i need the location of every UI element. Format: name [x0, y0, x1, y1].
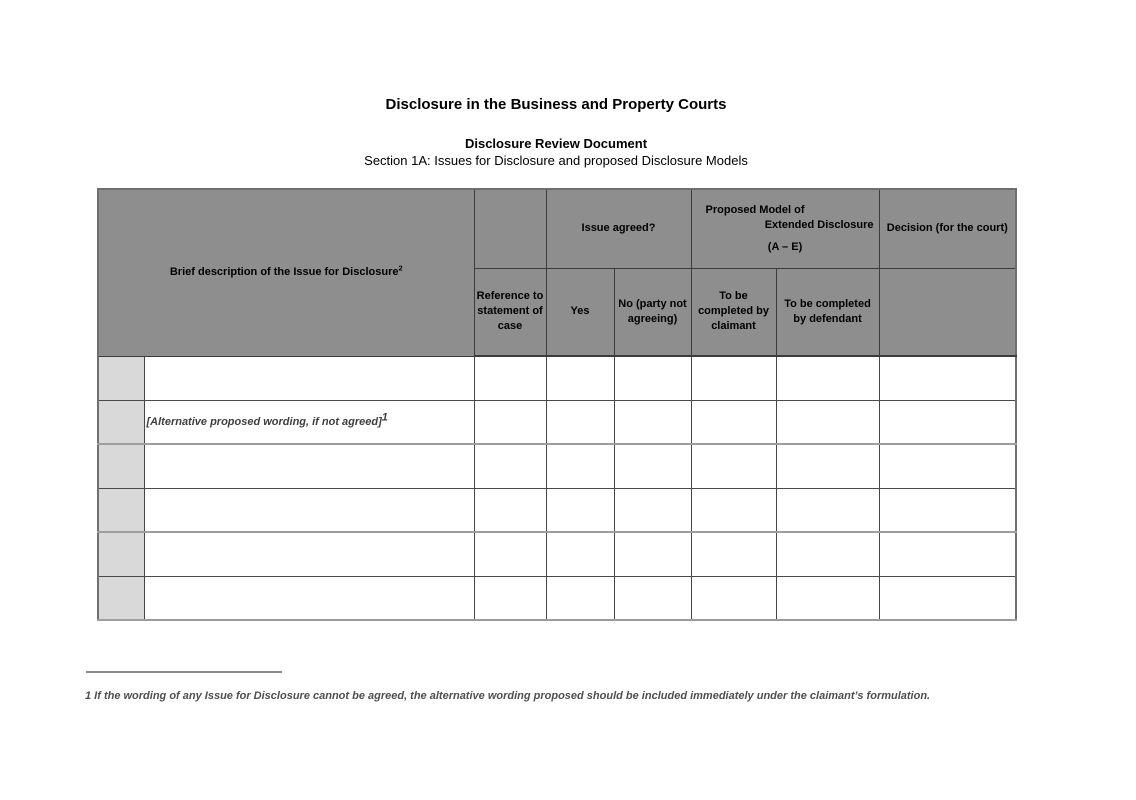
claimant-model-cell[interactable] [691, 400, 776, 444]
defendant-model-cell[interactable] [776, 400, 879, 444]
page-subtitle: Disclosure Review Document [464, 136, 648, 151]
footnote-1-text: 1 If the wording of any Issue for Disclosure cannot be agreed, the alternative wording proposed should be included immediately under the claimant’s formulation. [85, 690, 931, 702]
reference-cell[interactable] [474, 576, 546, 620]
proposed-model-range: (A – E) [767, 240, 803, 253]
proposed-model-line1: Proposed Model of [705, 203, 805, 216]
decision-cell[interactable] [879, 488, 1016, 532]
decision-cell[interactable] [879, 356, 1016, 400]
alternative-wording-cell[interactable] [144, 400, 474, 444]
row-number-cell[interactable] [98, 444, 144, 488]
reference-cell[interactable] [474, 488, 546, 532]
defendant-model-cell[interactable] [776, 444, 879, 488]
defendant-model-cell[interactable] [776, 532, 879, 576]
header-proposed-model [691, 189, 879, 268]
decision-cell[interactable] [879, 576, 1016, 620]
header-row-1 [98, 189, 1016, 268]
row-number-cell[interactable] [98, 488, 144, 532]
header-brief-description [98, 189, 474, 356]
claimant-model-cell[interactable] [691, 532, 776, 576]
header-defendant: To be completed by defendant [776, 268, 879, 356]
yes-cell[interactable] [546, 488, 614, 532]
no-cell[interactable] [614, 400, 691, 444]
yes-cell[interactable] [546, 356, 614, 400]
no-cell[interactable] [614, 576, 691, 620]
issue-description-cell[interactable] [144, 356, 474, 400]
row-number-cell[interactable] [98, 532, 144, 576]
issue-description-cell[interactable] [144, 532, 474, 576]
defendant-model-cell[interactable] [776, 356, 879, 400]
row-number-cell[interactable] [98, 400, 144, 444]
decision-cell[interactable] [879, 444, 1016, 488]
header-yes: Yes [546, 268, 614, 356]
disclosure-table-wrap [97, 188, 1017, 621]
no-cell[interactable] [614, 488, 691, 532]
footnote-ref-2: 2 [398, 263, 403, 273]
reference-cell[interactable] [474, 444, 546, 488]
issue-description-cell[interactable] [144, 576, 474, 620]
footnote-ref-1: 1 [381, 411, 388, 424]
issue-row-5 [98, 576, 1016, 620]
reference-cell[interactable] [474, 356, 546, 400]
no-cell[interactable] [614, 444, 691, 488]
yes-cell[interactable] [546, 576, 614, 620]
row-number-cell[interactable] [98, 576, 144, 620]
yes-cell[interactable] [546, 400, 614, 444]
header-decision: Decision (for the court) [879, 189, 1016, 268]
header-brief-description-text: Brief description of the Issue for Disclosure [169, 266, 399, 279]
header-reference: Reference to statement of case [474, 268, 546, 356]
header-no: No (party not agreeing) [614, 268, 691, 356]
reference-cell[interactable] [474, 400, 546, 444]
issue-description-cell[interactable] [144, 444, 474, 488]
alternative-wording-text: [Alternative proposed wording, if not agreed] [146, 415, 382, 428]
alternative-wording-row [98, 400, 1016, 444]
proposed-model-line2: Extended Disclosure [764, 218, 874, 231]
yes-cell[interactable] [546, 532, 614, 576]
issue-row-4 [98, 532, 1016, 576]
no-cell[interactable] [614, 532, 691, 576]
disclosure-review-table [97, 188, 1017, 621]
issue-row-1 [98, 356, 1016, 400]
claimant-model-cell[interactable] [691, 356, 776, 400]
yes-cell[interactable] [546, 444, 614, 488]
header-issue-agreed: Issue agreed? [546, 189, 691, 268]
decision-cell[interactable] [879, 400, 1016, 444]
no-cell[interactable] [614, 356, 691, 400]
footnote-separator-rule [86, 671, 282, 673]
defendant-model-cell[interactable] [776, 576, 879, 620]
issue-row-2 [98, 444, 1016, 488]
issue-description-cell[interactable] [144, 488, 474, 532]
header-claimant: To be completed by claimant [691, 268, 776, 356]
header-reference-spacer [474, 189, 546, 268]
page-title: Disclosure in the Business and Property Courts [385, 96, 727, 113]
decision-cell[interactable] [879, 532, 1016, 576]
claimant-model-cell[interactable] [691, 576, 776, 620]
defendant-model-cell[interactable] [776, 488, 879, 532]
issue-row-3 [98, 488, 1016, 532]
section-heading: Section 1A: Issues for Disclosure and proposed Disclosure Models [364, 153, 748, 168]
row-number-cell[interactable] [98, 356, 144, 400]
reference-cell[interactable] [474, 532, 546, 576]
header-decision-spacer [879, 268, 1016, 356]
claimant-model-cell[interactable] [691, 444, 776, 488]
claimant-model-cell[interactable] [691, 488, 776, 532]
